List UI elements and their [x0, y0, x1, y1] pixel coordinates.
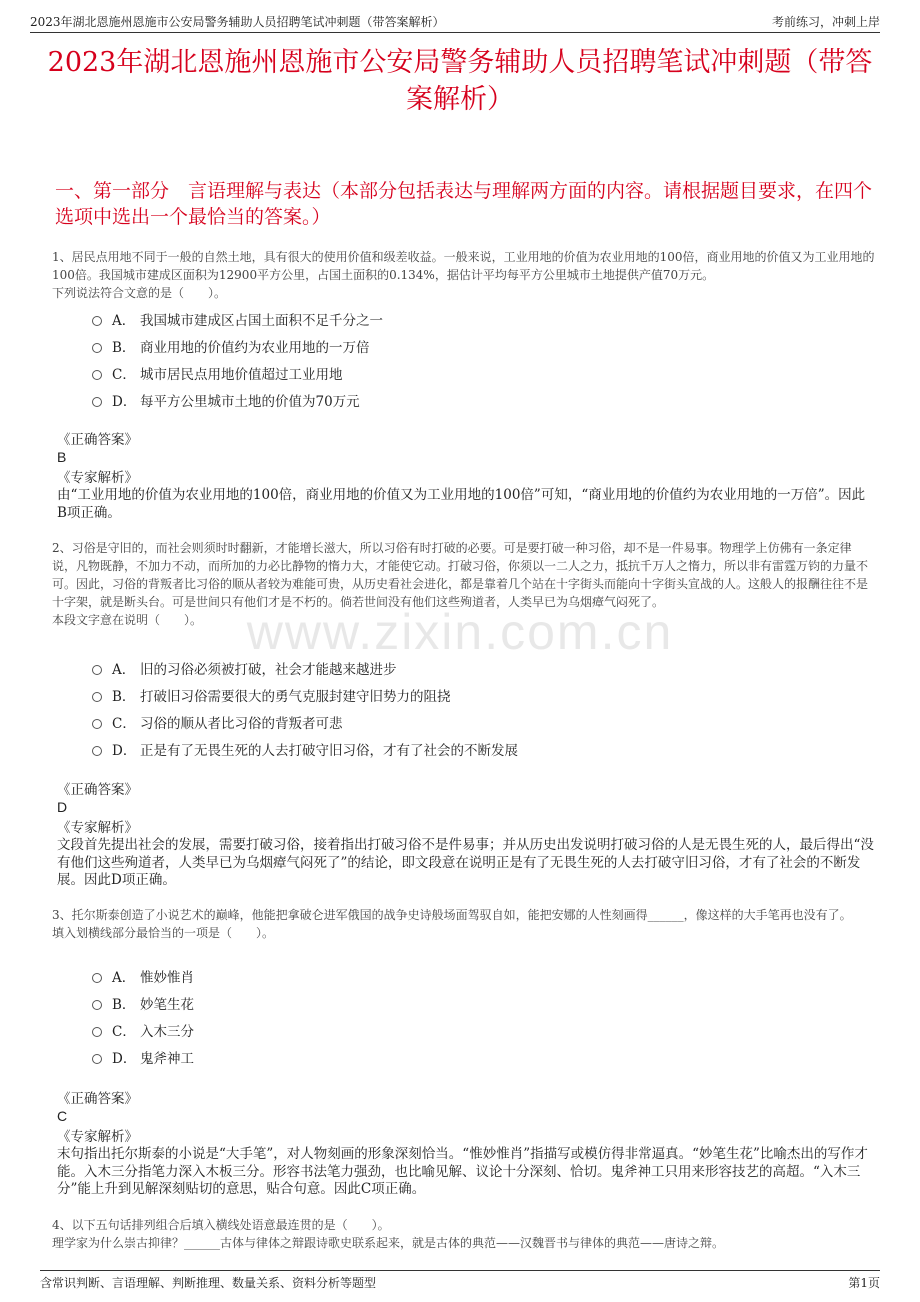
- radio-button[interactable]: [92, 343, 102, 353]
- option-d[interactable]: [92, 386, 875, 413]
- option-a[interactable]: [92, 305, 875, 332]
- radio-button[interactable]: [92, 370, 102, 380]
- option-text: 正是有了无畏生死的人去打破守旧习俗，才有了社会的不断发展: [140, 742, 518, 759]
- option-letter: D．: [112, 393, 137, 410]
- option-text: 习俗的顺从者比习俗的背叛者可悲: [140, 715, 343, 732]
- radio-button[interactable]: [92, 1027, 102, 1037]
- page-footer: [40, 1270, 880, 1291]
- page-number: 第1页: [848, 1276, 880, 1290]
- option-text: 惟妙惟肖: [140, 969, 194, 986]
- answer-label: 《正确答案》: [57, 782, 138, 798]
- option-d[interactable]: [92, 735, 875, 762]
- radio-button[interactable]: [92, 973, 102, 983]
- answer-label: 《正确答案》: [57, 1091, 138, 1107]
- option-b[interactable]: [92, 332, 875, 359]
- question-2-answer-block: [57, 782, 875, 890]
- question-stem-text: 1、居民点用地不同于一般的自然土地，具有很大的使用价值和级差收益。一般来说，工业用地的价值为农业用地的100倍，商业用地的价值又为工业用地的100倍。我国城市建成区面积为12900平方公里，占国土面积的0.134%，据估计平均每平方公里城市土地提供产值70万元。: [52, 250, 875, 282]
- option-c[interactable]: [92, 708, 875, 735]
- question-1-answer-block: [57, 432, 875, 522]
- radio-button[interactable]: [92, 1054, 102, 1064]
- section-heading: 一、第一部分 言语理解与表达（本部分包括表达与理解两方面的内容。请根据题目要求，在四个选项中选出一个最恰当的答案。）: [55, 180, 873, 228]
- question-stem-text: 3、托尔斯泰创造了小说艺术的巅峰，他能把拿破仑进军俄国的战争史诗般场面驾驭自如，能把安娜的人性刻画得______，像这样的大手笔再也没有了。: [52, 908, 852, 922]
- question-4-stem: [52, 1216, 875, 1252]
- question-1-stem: [52, 248, 875, 302]
- option-text: 每平方公里城市土地的价值为70万元: [140, 393, 360, 410]
- option-letter: A．: [112, 312, 136, 329]
- option-text: 城市居民点用地价值超过工业用地: [140, 366, 343, 383]
- option-text: 商业用地的价值约为农业用地的一万倍: [140, 339, 370, 356]
- answer-value: D: [57, 799, 68, 815]
- header-doc-title: 2023年湖北恩施州恩施市公安局警务辅助人员招聘笔试冲刺题（带答案解析）: [30, 15, 445, 29]
- radio-button[interactable]: [92, 692, 102, 702]
- question-3-options: [92, 962, 875, 1070]
- question-prompt: 填入划横线部分最恰当的一项是（ ）。: [52, 926, 275, 940]
- option-text: 入木三分: [140, 1023, 194, 1040]
- radio-button[interactable]: [92, 746, 102, 756]
- option-letter: D．: [112, 742, 137, 759]
- option-text: 鬼斧神工: [140, 1050, 194, 1067]
- question-prompt: 本段文字意在说明（ ）。: [52, 613, 203, 627]
- answer-value: C: [57, 1108, 68, 1124]
- option-text: 旧的习俗必须被打破，社会才能越来越进步: [140, 661, 397, 678]
- analysis-text: 由“工业用地的价值为农业用地的100倍，商业用地的价值又为工业用地的100倍”可知，“商业用地的价值约为农业用地的一万倍”。因此B项正确。: [57, 487, 866, 521]
- header-slogan: 考前练习，冲刺上岸: [771, 15, 880, 29]
- option-a[interactable]: [92, 962, 875, 989]
- option-c[interactable]: [92, 359, 875, 386]
- answer-label: 《正确答案》: [57, 432, 138, 448]
- question-3-stem: [52, 906, 875, 942]
- answer-value: B: [57, 449, 67, 465]
- footer-topics: 含常识判断、言语理解、判断推理、数量关系、资料分析等题型: [40, 1276, 377, 1290]
- option-text: 我国城市建成区占国土面积不足千分之一: [140, 312, 383, 329]
- radio-button[interactable]: [92, 1000, 102, 1010]
- question-1-options: [92, 305, 875, 413]
- option-letter: C．: [112, 1023, 136, 1040]
- option-b[interactable]: [92, 681, 875, 708]
- document-title: 2023年湖北恩施州恩施市公安局警务辅助人员招聘笔试冲刺题（带答案解析）: [47, 47, 873, 115]
- option-text: 妙笔生花: [140, 996, 194, 1013]
- analysis-label: 《专家解析》: [57, 820, 138, 836]
- analysis-text: 文段首先提出社会的发展，需要打破习俗，接着指出打破习俗不是件易事；并从历史出发说明打破习俗的人是无畏生死的人，最后得出“没有他们这些殉道者，人类早已为乌烟瘴气闷死了”的结论，即文段意在说明正是有了无畏生死的人去打破守旧习俗，才有了社会的不断发展。因此D项正确。: [57, 837, 874, 888]
- analysis-label: 《专家解析》: [57, 470, 138, 486]
- analysis-text: 末句指出托尔斯泰的小说是“大手笔”，对人物刻画的形象深刻恰当。“惟妙惟肖”指描写或模仿得非常逼真。“妙笔生花”比喻杰出的写作才能。入木三分指笔力深入木板三分。形容书法笔力强劲，也比喻见解、议论十分深刻、恰切。鬼斧神工只用来形容技艺的高超。“入木三分”能上升到见解深刻贴切的意思，贴合句意。因此C项正确。: [57, 1146, 868, 1197]
- watermark: www.zixin.com.cn: [246, 604, 674, 660]
- option-letter: D．: [112, 1050, 137, 1067]
- option-c[interactable]: [92, 1016, 875, 1043]
- question-2-options: [92, 654, 875, 762]
- option-d[interactable]: [92, 1043, 875, 1070]
- option-letter: C．: [112, 715, 136, 732]
- radio-button[interactable]: [92, 316, 102, 326]
- question-stem-text: 4、以下五句话排列组合后填入横线处语意最连贯的是（ ）。: [52, 1218, 390, 1232]
- option-letter: B．: [112, 996, 136, 1013]
- option-letter: A．: [112, 969, 136, 986]
- radio-button[interactable]: [92, 719, 102, 729]
- radio-button[interactable]: [92, 397, 102, 407]
- question-stem-text: 2、习俗是守旧的，而社会则须时时翻新，才能增长滋大，所以习俗有时打破的必要。可是要打破一种习俗，却不是一件易事。物理学上仿佛有一条定律说，凡物既静，不加力不动，而所加的力必比静物的惰力大，才能使它动。打破习俗，你须以一二人之力，抵抗千万人之惰力，所以非有雷霆万钧的力量不可。因此，习俗的背叛者比习俗的顺从者较为难能可贵，从历史看社会进化，都是靠着几个站在十字街头而能向十字街头宣战的人。这般人的报酬往往不是十字架，就是断头台。可是世间只有他们才是不朽的。倘若世间没有他们这些殉道者，人类早已为乌烟瘴气闷死了。: [52, 541, 869, 609]
- page-header: [30, 10, 880, 33]
- question-prompt: 理学家为什么崇古抑律？______古体与律体之辩跟诗歌史联系起来，就是古体的典范——汉魏晋书与律体的典范——唐诗之辩。: [52, 1236, 725, 1250]
- radio-button[interactable]: [92, 665, 102, 675]
- question-prompt: 下列说法符合文意的是（ ）。: [52, 286, 227, 300]
- option-letter: A．: [112, 661, 136, 678]
- analysis-label: 《专家解析》: [57, 1129, 138, 1145]
- option-text: 打破旧习俗需要很大的勇气克服封建守旧势力的阻挠: [140, 688, 451, 705]
- option-letter: B．: [112, 339, 136, 356]
- question-3-answer-block: [57, 1091, 875, 1199]
- option-letter: B．: [112, 688, 136, 705]
- option-letter: C．: [112, 366, 136, 383]
- option-b[interactable]: [92, 989, 875, 1016]
